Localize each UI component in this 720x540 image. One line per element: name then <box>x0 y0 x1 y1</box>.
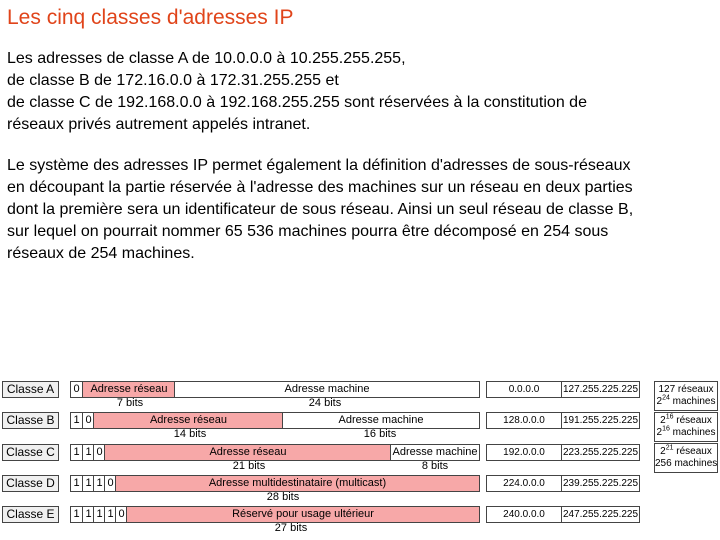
address-range <box>486 412 640 429</box>
prefix-bit: 0 <box>104 476 116 491</box>
side-note-networks: $2^{21}$ réseaux <box>660 444 712 457</box>
range-start: 224.0.0.0 <box>503 478 545 489</box>
address-range <box>486 475 640 492</box>
host-field: Adresse machine <box>282 413 479 428</box>
paragraph-line: dont la première sera un identificateur de sous réseau. Ainsi un seul réseau de classe B, <box>7 201 634 218</box>
bits-label: 21 bits <box>232 460 266 472</box>
prefix-bit: 0 <box>73 383 80 395</box>
prefix-bit: 0 <box>82 413 94 428</box>
host-field: Adresse machine <box>174 382 479 397</box>
bits-label: 14 bits <box>173 428 207 440</box>
paragraph-line: sur lequel on pourrait nommer 65 536 machines pourra être décomposé en 254 sous <box>7 223 609 240</box>
bits-label: 24 bits <box>308 397 342 409</box>
network-field: Adresse réseau <box>82 382 175 397</box>
bits-label: 16 bits <box>363 428 397 440</box>
range-start: 192.0.0.0 <box>503 447 545 458</box>
address-bar <box>70 475 480 492</box>
paragraph-line: de classe C de 192.168.0.0 à 192.168.255.255 sont réservées à la constitution de <box>7 94 587 111</box>
network-field: Adresse réseau <box>104 445 391 460</box>
side-note-class-a <box>654 381 718 411</box>
prefix-bit: 1 <box>82 476 94 491</box>
side-note-networks: $2^{16}$ réseaux <box>660 413 712 426</box>
range-start: 240.0.0.0 <box>503 509 545 520</box>
paragraph-private-addresses <box>7 48 587 136</box>
range-end: 239.255.225.225 <box>562 478 639 489</box>
class-label: Classe C <box>2 444 59 461</box>
page-title: Les cinq classes d'adresses IP <box>7 6 294 29</box>
bits-label: 8 bits <box>421 460 449 472</box>
class-label: Classe A <box>2 381 59 398</box>
paragraph-subnets <box>7 155 633 265</box>
address-range <box>486 381 640 398</box>
side-note-machines: $2^{16}$ machines <box>656 425 716 438</box>
prefix-bit: 1 <box>82 507 94 522</box>
side-note-machines: $2^{24}$ machines <box>656 394 716 407</box>
bits-label: 28 bits <box>266 491 300 503</box>
prefix-bit: 1 <box>104 507 116 522</box>
side-note-class-b <box>654 412 718 442</box>
prefix-bit: 1 <box>73 414 80 426</box>
special-field: Réservé pour usage ultérieur <box>126 507 479 522</box>
prefix-bit: 0 <box>115 507 127 522</box>
range-start: 0.0.0.0 <box>508 384 540 395</box>
class-label: Classe E <box>2 506 59 523</box>
paragraph-line: réseaux privés autrement appelés intranet. <box>7 116 311 133</box>
class-label: Classe D <box>2 475 59 492</box>
prefix-bit: 1 <box>73 477 80 489</box>
side-note-count: 127 réseaux <box>658 384 714 395</box>
bits-label: 7 bits <box>116 397 144 409</box>
address-bar <box>70 506 480 523</box>
prefix-bit: 1 <box>93 476 105 491</box>
range-start: 128.0.0.0 <box>503 415 545 426</box>
range-end: 191.255.225.225 <box>562 415 639 426</box>
bits-label: 27 bits <box>274 522 308 534</box>
address-bar <box>70 444 480 461</box>
paragraph-line: Le système des adresses IP permet également la définition d'adresses de sous-réseaux <box>7 157 631 174</box>
range-end: 247.255.225.225 <box>562 509 639 520</box>
paragraph-line: de classe B de 172.16.0.0 à 172.31.255.255 et <box>7 72 339 89</box>
address-range <box>486 444 640 461</box>
prefix-bit: 1 <box>93 507 105 522</box>
address-range <box>486 506 640 523</box>
special-field: Adresse multidestinataire (multicast) <box>115 476 479 491</box>
paragraph-line: Les adresses de classe A de 10.0.0.0 à 10.255.255.255, <box>7 50 406 67</box>
paragraph-line: réseaux de 254 machines. <box>7 245 195 262</box>
address-bar <box>70 381 480 398</box>
side-note-count: 256 machines <box>655 458 718 469</box>
side-note-class-c <box>654 443 718 473</box>
range-end: 223.255.225.225 <box>562 447 639 458</box>
paragraph-line: en découpant la partie réservée à l'adresse des machines sur un réseau en deux parties <box>7 179 633 196</box>
prefix-bit: 1 <box>73 508 80 520</box>
range-end: 127.255.225.225 <box>562 384 639 395</box>
prefix-bit: 1 <box>82 445 94 460</box>
address-bar <box>70 412 480 429</box>
host-field: Adresse machine <box>390 445 479 460</box>
prefix-bit: 0 <box>93 445 105 460</box>
network-field: Adresse réseau <box>93 413 283 428</box>
prefix-bit: 1 <box>73 446 80 458</box>
class-label: Classe B <box>2 412 59 429</box>
